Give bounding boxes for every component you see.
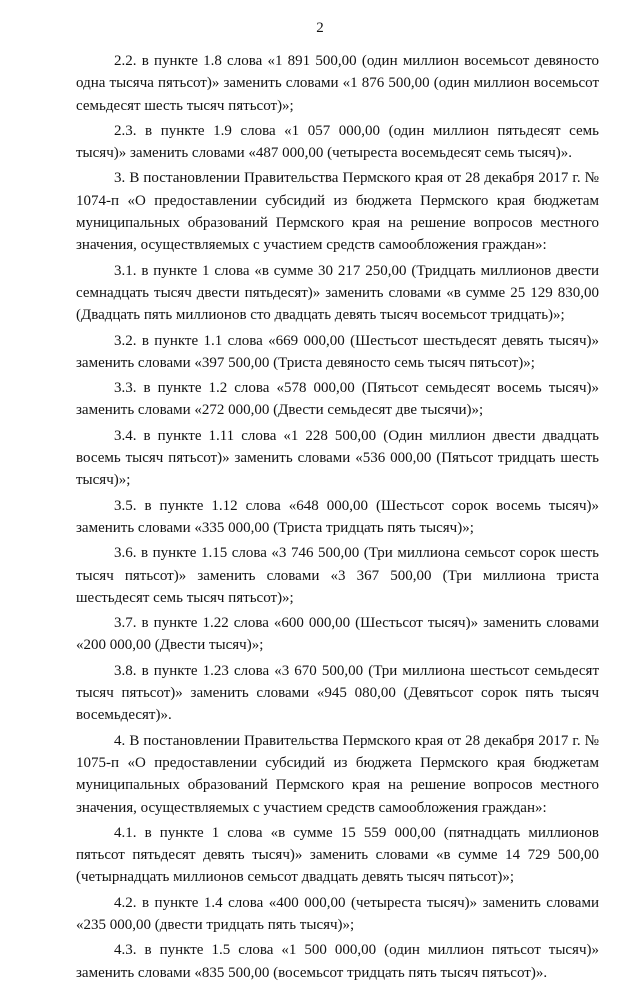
paragraph-2-3: 2.3. в пункте 1.9 слова «1 057 000,00 (один миллион пятьдесят семь тысяч)» заменить словами «487 000,00 (четыреста восемьдесят семь тысяч)». bbox=[76, 122, 599, 162]
document-body bbox=[76, 50, 599, 987]
paragraph-4-3: 4.3. в пункте 1.5 слова «1 500 000,00 (один миллион пятьсот тысяч)» заменить словами «835 500,00 (восемьсот тридцать пять тысяч пятьсот)». bbox=[76, 942, 599, 981]
paragraph-4-2: 4.2. в пункте 1.4 слова «400 000,00 (четыреста тысяч)» заменить словами «235 000,00 (двести тридцать пять тысяч)»; bbox=[76, 894, 599, 933]
paragraph-2-2: 2.2. в пункте 1.8 слова «1 891 500,00 (один миллион восемьсот девяносто одна тысяча пятьсот)» заменить словами «1 876 500,00 (один миллион восемьсот семьдесят шесть тысяч пятьсот)»; bbox=[76, 53, 599, 114]
paragraph-3-8: 3.8. в пункте 1.23 слова «3 670 500,00 (Три миллиона шестьсот семьдесят тысяч пятьсот)» заменить словами «945 080,00 (Девятьсот сорок пять тысяч восемьдесят)». bbox=[76, 662, 599, 724]
paragraph-3-5: 3.5. в пункте 1.12 слова «648 000,00 (Шестьсот сорок восемь тысяч)» заменить словами «335 000,00 (Триста тридцать пять тысяч)»; bbox=[76, 497, 599, 536]
paragraph-3-1: 3.1. в пункте 1 слова «в сумме 30 217 250,00 (Тридцать миллионов двести семнадцать тысяч двести пятьдесят)» заменить словами «в сумме 25 129 830,00 (Двадцать пять миллионов сто двадцать девять тысяч восемьсот тридцать)»; bbox=[76, 262, 599, 324]
paragraph-3-3: 3.3. в пункте 1.2 слова «578 000,00 (Пятьсот семьдесят восемь тысяч)» заменить словами «272 000,00 (Двести семьдесят две тысячи)»; bbox=[76, 380, 599, 419]
paragraph-3-6: 3.6. в пункте 1.15 слова «3 746 500,00 (Три миллиона семьсот сорок шесть тысяч пятьсот)» заменить словами «3 367 500,00 (Три миллиона триста шестьдесят семь тысяч пятьсот)»; bbox=[76, 545, 599, 606]
paragraph-3: 3. В постановлении Правительства Пермского края от 28 декабря 2017 г. № 1074-п «О предоставлении субсидий из бюджета Пермского края бюджетам муниципальных образований Пермского края на решение вопросов местного значения, осуществляемых с участием средств самообложения граждан»: bbox=[76, 170, 599, 254]
paragraph-3-2: 3.2. в пункте 1.1 слова «669 000,00 (Шестьсот шестьдесят девять тысяч)» заменить словами «397 500,00 (Триста девяносто семь тысяч пятьсот)»; bbox=[76, 332, 599, 371]
paragraph-3-4: 3.4. в пункте 1.11 слова «1 228 500,00 (Один миллион двести двадцать восемь тысяч пятьсот)» заменить словами «536 000,00 (Пятьсот тридцать шесть тысяч)»; bbox=[76, 427, 599, 489]
paragraph-3-7: 3.7. в пункте 1.22 слова «600 000,00 (Шестьсот тысяч)» заменить словами «200 000,00 (Двести тысяч)»; bbox=[76, 615, 599, 654]
paragraph-4: 4. В постановлении Правительства Пермского края от 28 декабря 2017 г. № 1075-п «О предоставлении субсидий из бюджета Пермского края бюджетам муниципальных образований Пермского края на решение вопросов местного значения, осуществляемых с участием средств самообложения граждан»: bbox=[76, 732, 599, 816]
page-number: 2 bbox=[316, 20, 324, 36]
paragraph-4-1: 4.1. в пункте 1 слова «в сумме 15 559 000,00 (пятнадцать миллионов пятьсот пятьдесят девять тысяч)» заменить словами «в сумме 14 729 500,00 (четырнадцать миллионов семьсот двадцать девять тысяч пятьсот)»; bbox=[76, 824, 599, 886]
